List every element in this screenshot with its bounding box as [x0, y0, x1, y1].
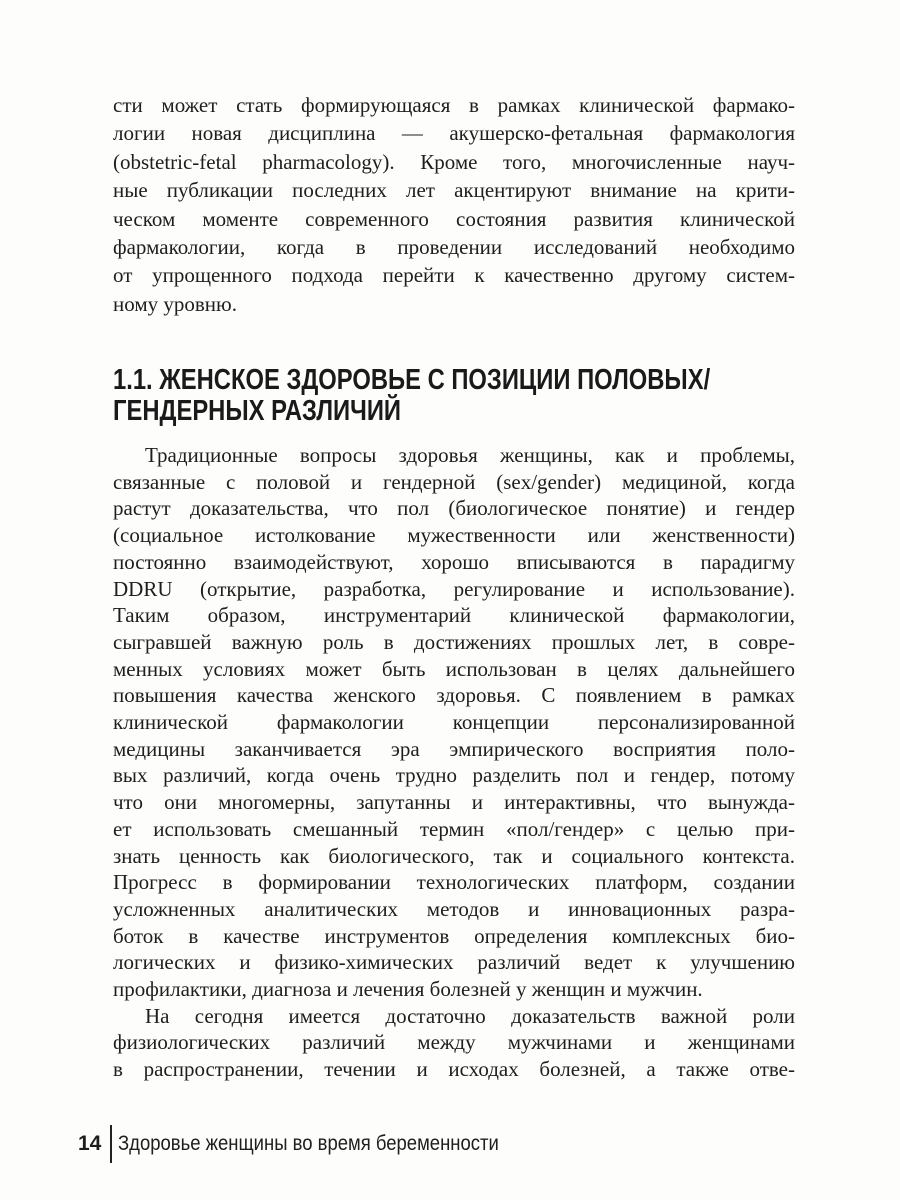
text-line: (obstetric-fetal pharmacology). Кроме того, многочисленные науч- [113, 149, 795, 174]
text-line: Прогресс в формировании технологических платформ, создании [113, 870, 795, 895]
text-line: медицины заканчивается эра эмпирического восприятия поло- [113, 736, 795, 761]
text-line: DDRU (открытие, разработка, регулирование и использование). [113, 576, 795, 601]
text-line: ные публикации последних лет акцентируют внимание на крити- [113, 178, 795, 203]
text-line: ному уровню. [113, 291, 237, 316]
text-line: профилактики, диагноза и лечения болезней у женщин и мужчин. [113, 977, 703, 1002]
text-line: боток в качестве инструментов определения комплексных био- [113, 923, 795, 948]
text-line: фармакологии, когда в проведении исследований необходимо [113, 235, 795, 260]
body-text [113, 442, 795, 1083]
text-line: усложненных аналитических методов и инновационных разра- [113, 896, 795, 921]
footer-divider [110, 1125, 112, 1163]
text-line: ет использовать смешанный термин «пол/гендер» с целью при- [113, 816, 795, 841]
text-line: логии новая дисциплина — акушерско-фетальная фармакология [113, 121, 795, 146]
text-line: растут доказательства, что пол (биологическое понятие) и гендер [113, 496, 795, 521]
page-number: 14 [78, 1132, 102, 1155]
running-title: Здоровье женщины во время беременности [118, 1132, 499, 1155]
text-line: Таким образом, инструментарий клинической фармакологии, [113, 603, 795, 628]
text-line: знать ценность как биологического, так и социального контекста. [113, 843, 795, 868]
text-line: Традиционные вопросы здоровья женщины, как и проблемы, [145, 443, 795, 467]
text-line: физиологических различий между мужчинами и женщинами [113, 1030, 795, 1055]
top-paragraph [113, 91, 795, 318]
page-footer [78, 1126, 551, 1162]
text-line: логических и физико-химических различий ведет к улучшению [113, 950, 795, 975]
text-line: На сегодня имеется достаточно доказательств важной роли [145, 1003, 795, 1028]
text-line: что они многомерны, запутанны и интерактивны, что вынужда- [113, 790, 795, 815]
text-line: ческом моменте современного состояния развития клинической [113, 206, 795, 231]
text-line: клинической фармакологии концепции персонализированной [113, 710, 795, 735]
text-line: сти может стать формирующаяся в рамках клинической фармако- [113, 93, 795, 117]
heading-line: 1.1. ЖЕНСКОЕ ЗДОРОВЬЕ С ПОЗИЦИИ ПОЛОВЫХ/ [113, 364, 711, 396]
text-line: сыгравшей важную роль в достижениях прошлых лет, в совре- [113, 629, 795, 654]
text-line: от упрощенного подхода перейти к качественно другому систем- [113, 263, 795, 288]
text-line: менных условиях может быть использован в целях дальнейшего [113, 656, 795, 681]
text-line: вых различий, когда очень трудно разделить пол и гендер, потому [113, 763, 795, 788]
heading-line: ГЕНДЕРНЫХ РАЗЛИЧИЙ [113, 395, 402, 427]
text-line: постоянно взаимодействуют, хорошо вписываются в парадигму [113, 549, 795, 574]
text-line: повышения качества женского здоровья. С появлением в рамках [113, 683, 795, 708]
text-line: связанные с половой и гендерной (sex/gender) медициной, когда [113, 469, 795, 494]
text-line: в распространении, течении и исходах болезней, а также отве- [113, 1057, 795, 1082]
section-heading [113, 365, 710, 427]
text-line: (социальное истолкование мужественности или женственности) [113, 523, 795, 548]
